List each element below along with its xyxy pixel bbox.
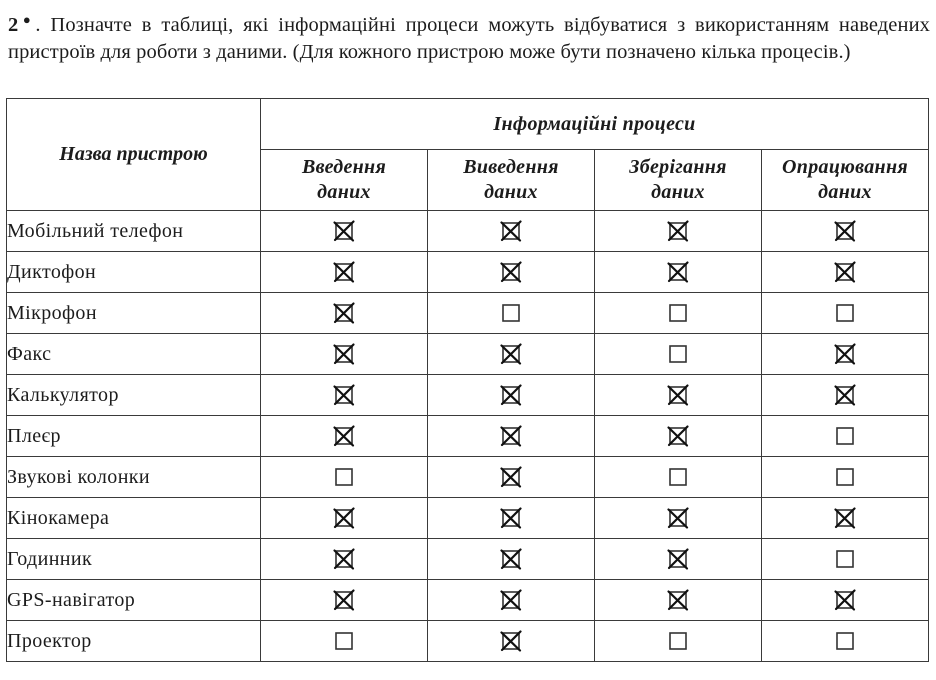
process-mark-cell bbox=[428, 211, 595, 252]
column-header-line1: Введення bbox=[301, 156, 387, 178]
checked-box-icon[interactable] bbox=[499, 588, 523, 612]
process-mark-cell bbox=[261, 621, 428, 662]
checked-box-icon[interactable] bbox=[666, 547, 690, 571]
device-name-cell: Калькулятор bbox=[7, 375, 261, 416]
task-text: . Позначте в таблиці, які інформаційні процеси можуть відбуватися з використанням наведених пристроїв для роботи з даними. (Для кожного пристрою може бути позначено кілька процесів.) bbox=[8, 14, 931, 63]
process-mark-cell bbox=[261, 580, 428, 621]
empty-box-icon[interactable] bbox=[833, 629, 857, 653]
empty-box-icon[interactable] bbox=[666, 301, 690, 325]
table-row bbox=[7, 375, 929, 416]
checked-box-icon[interactable] bbox=[666, 260, 690, 284]
device-name-cell: Факс bbox=[7, 334, 261, 375]
process-mark-cell bbox=[261, 416, 428, 457]
process-mark-cell bbox=[261, 457, 428, 498]
process-mark-cell bbox=[762, 293, 929, 334]
processes-table bbox=[6, 98, 929, 662]
process-mark-cell bbox=[762, 416, 929, 457]
checked-box-icon[interactable] bbox=[833, 342, 857, 366]
checked-box-icon[interactable] bbox=[332, 547, 356, 571]
process-mark-cell bbox=[595, 375, 762, 416]
column-header-line2: даних bbox=[651, 181, 705, 203]
empty-box-icon[interactable] bbox=[833, 547, 857, 571]
checked-box-icon[interactable] bbox=[833, 588, 857, 612]
table-row bbox=[7, 539, 929, 580]
process-mark-cell bbox=[595, 498, 762, 539]
process-mark-cell bbox=[261, 498, 428, 539]
checked-box-icon[interactable] bbox=[332, 342, 356, 366]
process-mark-cell bbox=[595, 621, 762, 662]
checked-box-icon[interactable] bbox=[332, 301, 356, 325]
checked-box-icon[interactable] bbox=[499, 629, 523, 653]
column-header-line1: Виведення bbox=[463, 156, 559, 178]
process-mark-cell bbox=[762, 580, 929, 621]
process-mark-cell bbox=[762, 621, 929, 662]
checked-box-icon[interactable] bbox=[499, 506, 523, 530]
empty-box-icon[interactable] bbox=[833, 424, 857, 448]
process-mark-cell bbox=[428, 252, 595, 293]
process-mark-cell bbox=[595, 416, 762, 457]
checked-box-icon[interactable] bbox=[833, 383, 857, 407]
process-mark-cell bbox=[595, 334, 762, 375]
empty-box-icon[interactable] bbox=[666, 342, 690, 366]
column-header-line1: Опрацювання bbox=[782, 156, 908, 178]
column-header-line2: даних bbox=[818, 181, 872, 203]
process-mark-cell bbox=[762, 211, 929, 252]
checked-box-icon[interactable] bbox=[666, 588, 690, 612]
device-name-cell: Плеєр bbox=[7, 416, 261, 457]
table-row bbox=[7, 293, 929, 334]
checked-box-icon[interactable] bbox=[499, 383, 523, 407]
table-row bbox=[7, 498, 929, 539]
table-row bbox=[7, 252, 929, 293]
empty-box-icon[interactable] bbox=[499, 301, 523, 325]
checked-box-icon[interactable] bbox=[833, 260, 857, 284]
process-mark-cell bbox=[595, 539, 762, 580]
process-mark-cell bbox=[762, 498, 929, 539]
checked-box-icon[interactable] bbox=[666, 506, 690, 530]
process-mark-cell bbox=[428, 580, 595, 621]
process-mark-cell bbox=[428, 539, 595, 580]
process-mark-cell bbox=[762, 375, 929, 416]
checked-box-icon[interactable] bbox=[332, 588, 356, 612]
checked-box-icon[interactable] bbox=[332, 260, 356, 284]
process-mark-cell bbox=[261, 293, 428, 334]
device-name-cell: Проектор bbox=[7, 621, 261, 662]
device-name-cell: Годинник bbox=[7, 539, 261, 580]
column-header-storage bbox=[595, 150, 762, 211]
device-name-cell: Мобільний телефон bbox=[7, 211, 261, 252]
process-mark-cell bbox=[595, 293, 762, 334]
process-mark-cell bbox=[762, 539, 929, 580]
checked-box-icon[interactable] bbox=[499, 547, 523, 571]
empty-box-icon[interactable] bbox=[666, 465, 690, 489]
device-name-cell: Диктофон bbox=[7, 252, 261, 293]
column-header-processing bbox=[762, 150, 929, 211]
process-mark-cell bbox=[762, 252, 929, 293]
table-body bbox=[7, 211, 929, 662]
process-mark-cell bbox=[428, 498, 595, 539]
processes-group-header: Інформаційні процеси bbox=[261, 99, 929, 150]
device-name-cell: GPS-навігатор bbox=[7, 580, 261, 621]
process-mark-cell bbox=[261, 252, 428, 293]
device-name-cell: Звукові колонки bbox=[7, 457, 261, 498]
process-mark-cell bbox=[261, 375, 428, 416]
process-mark-cell bbox=[261, 211, 428, 252]
table-row bbox=[7, 580, 929, 621]
process-mark-cell bbox=[595, 457, 762, 498]
checked-box-icon[interactable] bbox=[499, 219, 523, 243]
process-mark-cell bbox=[762, 457, 929, 498]
checked-box-icon[interactable] bbox=[499, 465, 523, 489]
process-mark-cell bbox=[428, 416, 595, 457]
task-number: 2● bbox=[8, 12, 36, 36]
checked-box-icon[interactable] bbox=[666, 383, 690, 407]
table-header-row bbox=[7, 99, 929, 150]
checked-box-icon[interactable] bbox=[499, 260, 523, 284]
column-header-line2: даних bbox=[317, 181, 371, 203]
process-mark-cell bbox=[762, 334, 929, 375]
table-row bbox=[7, 334, 929, 375]
task-statement bbox=[8, 6, 930, 66]
process-mark-cell bbox=[428, 293, 595, 334]
checked-box-icon[interactable] bbox=[666, 219, 690, 243]
difficulty-bullet-icon: ● bbox=[18, 12, 36, 27]
table-row bbox=[7, 211, 929, 252]
empty-box-icon[interactable] bbox=[833, 465, 857, 489]
process-mark-cell bbox=[595, 580, 762, 621]
column-header-input bbox=[261, 150, 428, 211]
device-name-cell: Кінокамера bbox=[7, 498, 261, 539]
process-mark-cell bbox=[595, 252, 762, 293]
checked-box-icon[interactable] bbox=[332, 219, 356, 243]
device-name-cell: Мікрофон bbox=[7, 293, 261, 334]
empty-box-icon[interactable] bbox=[833, 301, 857, 325]
process-mark-cell bbox=[428, 457, 595, 498]
table-row bbox=[7, 416, 929, 457]
checked-box-icon[interactable] bbox=[666, 424, 690, 448]
table-row bbox=[7, 621, 929, 662]
process-mark-cell bbox=[428, 334, 595, 375]
process-mark-cell bbox=[261, 539, 428, 580]
table-row bbox=[7, 457, 929, 498]
checked-box-icon[interactable] bbox=[499, 424, 523, 448]
process-mark-cell bbox=[428, 375, 595, 416]
column-header-output bbox=[428, 150, 595, 211]
checked-box-icon[interactable] bbox=[833, 219, 857, 243]
column-header-line1: Зберігання bbox=[629, 156, 727, 178]
empty-box-icon[interactable] bbox=[666, 629, 690, 653]
checked-box-icon[interactable] bbox=[332, 383, 356, 407]
checked-box-icon[interactable] bbox=[499, 342, 523, 366]
checked-box-icon[interactable] bbox=[332, 424, 356, 448]
empty-box-icon[interactable] bbox=[332, 629, 356, 653]
checked-box-icon[interactable] bbox=[833, 506, 857, 530]
empty-box-icon[interactable] bbox=[332, 465, 356, 489]
process-mark-cell bbox=[595, 211, 762, 252]
process-mark-cell bbox=[428, 621, 595, 662]
column-header-line2: даних bbox=[484, 181, 538, 203]
checked-box-icon[interactable] bbox=[332, 506, 356, 530]
device-name-header: Назва пристрою bbox=[7, 99, 261, 211]
process-mark-cell bbox=[261, 334, 428, 375]
